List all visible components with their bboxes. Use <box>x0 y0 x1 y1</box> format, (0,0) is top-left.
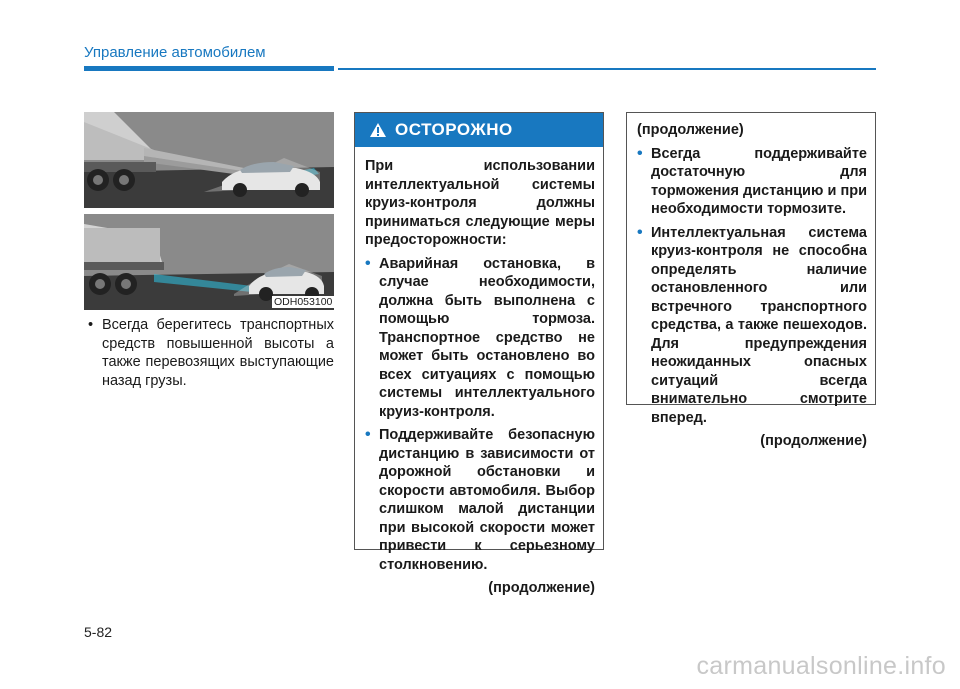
list-item-text: Всегда берегитесь транспортных средств повышенной высоты а также перевозящих выступающие назад грузы. <box>102 317 334 389</box>
continuation-heading: (продолжение) <box>637 122 744 138</box>
continuation-body <box>627 113 875 451</box>
list-item <box>637 224 867 428</box>
warning-box <box>354 112 604 596</box>
bullet-icon: • <box>88 317 94 333</box>
continued-label: (продолжение) <box>760 433 867 449</box>
bullet-icon: • <box>637 223 643 241</box>
list-item <box>365 426 595 574</box>
continued-label: (продолжение) <box>488 580 595 596</box>
warning-body <box>355 147 603 598</box>
left-column-text <box>84 316 334 390</box>
list-item <box>637 145 867 219</box>
warning-triangle-icon <box>369 122 387 138</box>
truck-load-scene <box>84 112 334 208</box>
list-item <box>84 316 334 390</box>
list-item-text: Поддерживайте безопасную дистанцию в зависимости от дорожной обстановки и скорости автомобиля. Выбор слишком малой дистанции при высокой скорости может привести к серьезному столкновению. <box>379 427 595 573</box>
continuation-box <box>626 112 876 449</box>
warning-header <box>355 113 603 147</box>
list-item-text: Всегда поддерживайте достаточную для торможения дистанцию и при необходимости тормозите. <box>651 145 867 217</box>
watermark: carmanualsonline.info <box>696 652 946 680</box>
header-rule-thin <box>338 68 876 70</box>
header-rule-thick <box>84 66 334 71</box>
page-number: 5-82 <box>84 624 113 640</box>
bullet-icon: • <box>365 426 371 443</box>
warning-title: ОСТОРОЖНО <box>395 120 513 139</box>
bullet-icon: • <box>365 254 371 272</box>
illustration-truck-load <box>84 112 334 208</box>
list-item-text: Аварийная остановка, в случае необходимости, должна быть выполнена с помощью тормоза. Транспортное средство не может быть остановлено во всех ситуациях с помощью системы интеллектуального круиз-контроля. <box>379 255 595 420</box>
list-item-text: Интеллектуальная система круиз-контроля не способна определять наличие остановленного или встречного транспортного средства, а также пешеходов. Для предупреждения неожиданных опасных ситуаций всегда внимательно смотрите вперед. <box>651 224 867 426</box>
section-title: Управление автомобилем <box>84 44 266 61</box>
warning-intro: При использовании интеллектуальной системы круиз-контроля должны приниматься следующие меры предосторожности: <box>365 158 595 248</box>
bullet-icon: • <box>637 144 643 162</box>
list-item <box>365 255 595 422</box>
figure-code: ODH053100 <box>274 296 333 308</box>
